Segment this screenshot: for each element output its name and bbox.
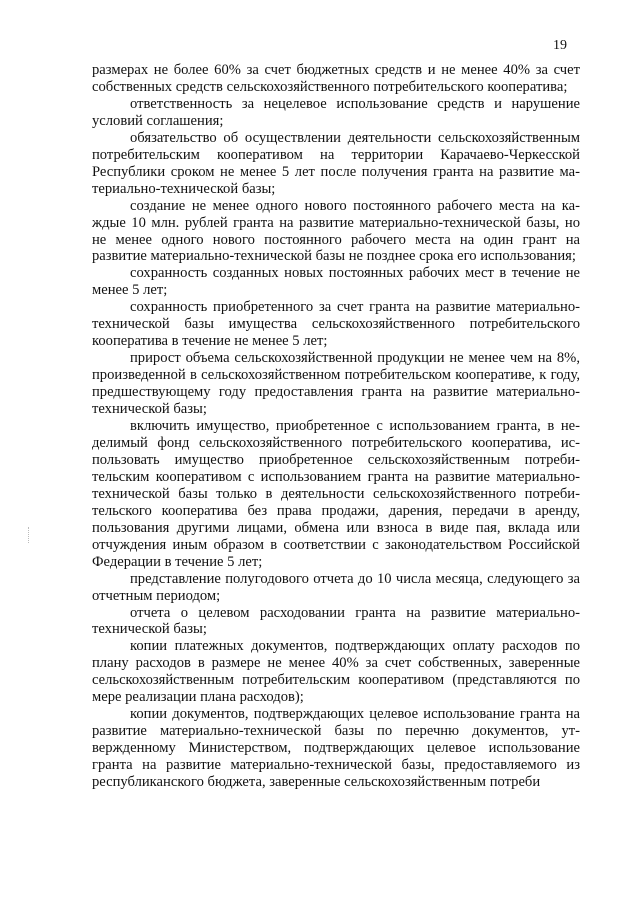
document-body: [92, 62, 580, 791]
paragraph-11: копии платежных документов, подтверждающих оплату расходов по плану расходов в размере не менее 40% за счет собственных, заверенные сельскохозяйственным потребительским кооперативом (представляются по мере реализации плана расходов);: [92, 638, 580, 706]
paragraph-10: отчета о целевом расходовании гранта на развитие материально-технической базы;: [92, 604, 580, 638]
paragraph-12: копии документов, подтверждающих целевое использование гранта на развитие материально-технической базы по перечню документов, утвержденному Министерством, подтверждающих целевое использование гранта на развитие материально-технической базы, предоставляемого из республиканского бюджета, заверенные сельскохозяйственным потреби: [92, 706, 580, 791]
paragraph-6: сохранность приобретенного за счет гранта на развитие материально-технической базы имущества сельскохозяйственного потребительского кооператива в течение не менее 5 лет;: [92, 299, 580, 350]
paragraph-5: сохранность созданных новых постоянных рабочих мест в течение не менее 5 лет;: [92, 265, 580, 299]
paragraph-8: включить имущество, приобретенное с использованием гранта, в неделимый фонд сельскохозяйственного потребительского кооператива, использовать имущество приобретенное сельскохозяйственным потребительским кооперативом с использованием гранта на развитие материально-технической базы только в деятельности сельскохозяйственного потребительского кооператива без права продажи, дарения, передачи в аренду, пользования другими лицами, обмена или взноса в виде пая, вклада или отчуждения иным образом в соответствии с законодательством Российской Федерации в течение 5 лет;: [92, 418, 580, 570]
paragraph-1: размерах не более 60% за счет бюджетных средств и не менее 40% за счет собственных средств сельскохозяйственного потребительского кооператива;: [92, 62, 580, 95]
paragraph-7: прирост объема сельскохозяйственной продукции не менее чем на 8%, произведенной в сельскохозяйственном потребительском кооперативе, к году, предшествующему году предоставления гранта на развитие материально-технической базы;: [92, 350, 580, 418]
page-number: 19: [553, 38, 567, 53]
scan-margin-mark: [28, 527, 30, 543]
paragraph-3: обязательство об осуществлении деятельности сельскохозяйственным потребительским кооперативом на территории Карачаево-Черкесской Республики сроком не менее 5 лет после получения гранта на развитие материально-технической базы;: [92, 129, 580, 197]
paragraph-2: ответственность за нецелевое использование средств и нарушение условий соглашения;: [92, 95, 580, 129]
paragraph-4: создание не менее одного нового постоянного рабочего места на каждые 10 млн. рублей гранта на развитие материально-технической базы, но не менее одного нового постоянного рабочего места на один грант на развитие материально-технической базы не позднее срока его использования;: [92, 197, 580, 265]
paragraph-9: представление полугодового отчета до 10 числа месяца, следующего за отчетным периодом;: [92, 570, 580, 604]
